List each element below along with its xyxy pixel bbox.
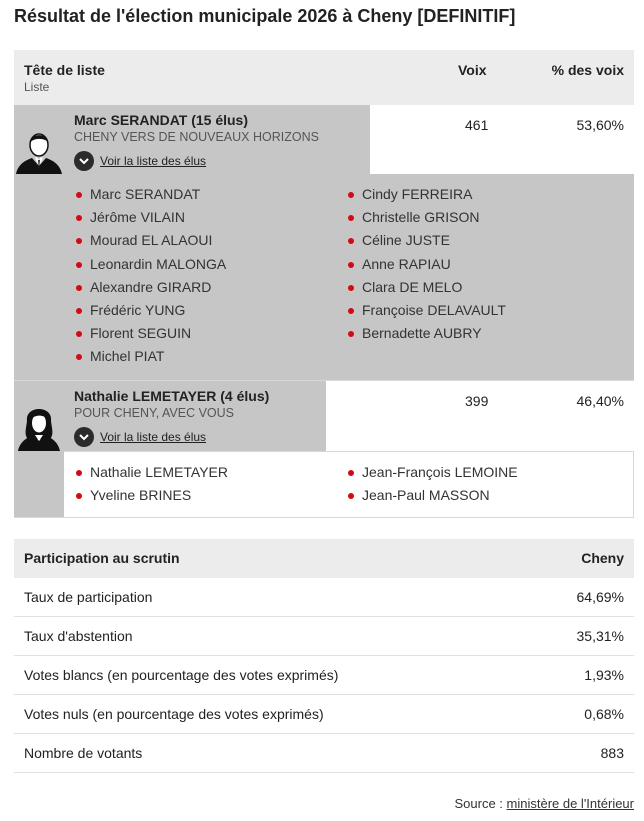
elus-column-left (74, 461, 228, 507)
avatar (14, 105, 64, 174)
toggle-elus-label[interactable]: Voir la liste des élus (100, 430, 207, 444)
candidate-voix: 461 (465, 117, 489, 133)
toggle-elus-label[interactable]: Voir la liste des élus (100, 154, 207, 168)
elu-list-item: Jean-François LEMOINE (346, 461, 518, 484)
table-row (14, 656, 634, 695)
table-row (14, 578, 634, 617)
row-label: Taux de participation (24, 589, 153, 605)
toggle-elus-button[interactable] (74, 151, 206, 171)
row-label: Votes blancs (en pourcentage des votes exprimés) (24, 667, 339, 683)
candidate-info (64, 381, 326, 451)
elu-list-item: Jérôme VILAIN (74, 206, 226, 229)
elus-panel (14, 174, 634, 381)
candidate-list-name: CHENY VERS DE NOUVEAUX HORIZONS (74, 130, 319, 144)
elu-list-item: Bernadette AUBRY (346, 322, 506, 345)
candidate-name: Nathalie LEMETAYER (4 élus) (74, 388, 270, 404)
candidate-row (14, 105, 634, 174)
header-tete-de-liste: Tête de liste (24, 62, 105, 78)
candidate-info (64, 105, 370, 174)
toggle-elus-button[interactable] (74, 427, 206, 447)
row-label: Nombre de votants (24, 745, 143, 761)
elu-list-item: Christelle GRISON (346, 206, 506, 229)
results-header (14, 50, 634, 105)
table-row (14, 695, 634, 734)
elu-list-item: Yveline BRINES (74, 484, 228, 507)
woman-silhouette-icon (14, 399, 64, 451)
candidate-pct: 46,40% (576, 393, 624, 409)
chevron-down-icon (74, 151, 94, 171)
row-value: 1,93% (584, 667, 624, 683)
row-label: Votes nuls (en pourcentage des votes exprimés) (24, 706, 324, 722)
participation-table (14, 539, 634, 773)
source-prefix: Source : (454, 796, 507, 811)
results-table (14, 50, 634, 518)
elu-list-item: Alexandre GIRARD (74, 276, 226, 299)
elu-list-item: Anne RAPIAU (346, 253, 506, 276)
row-value: 64,69% (576, 589, 624, 605)
table-row (14, 617, 634, 656)
source-line (454, 796, 634, 811)
elu-list-item: Françoise DELAVAULT (346, 299, 506, 322)
elu-list-item: Mourad EL ALAOUI (74, 229, 226, 252)
candidate-row (14, 381, 634, 451)
participation-header (14, 539, 634, 578)
candidate-pct: 53,60% (576, 117, 624, 133)
elu-list-item: Nathalie LEMETAYER (74, 461, 228, 484)
participation-header-place: Cheny (581, 550, 624, 566)
source-link[interactable]: ministère de l'Intérieur (506, 796, 634, 811)
chevron-down-icon (74, 427, 94, 447)
elus-column-left (74, 183, 226, 369)
row-label: Taux d'abstention (24, 628, 133, 644)
elu-list-item: Cindy FERREIRA (346, 183, 506, 206)
elus-column-right (346, 183, 506, 345)
elu-list-item: Marc SERANDAT (74, 183, 226, 206)
row-value: 0,68% (584, 706, 624, 722)
row-value: 35,31% (576, 628, 624, 644)
elu-list-item: Clara DE MELO (346, 276, 506, 299)
elus-column-right (346, 461, 518, 507)
man-silhouette-icon (14, 124, 64, 174)
elu-list-item: Jean-Paul MASSON (346, 484, 518, 507)
header-pct: % des voix (551, 62, 624, 78)
candidate-voix: 399 (465, 393, 489, 409)
table-row (14, 734, 634, 773)
elu-list-item: Florent SEGUIN (74, 322, 226, 345)
header-liste: Liste (24, 80, 50, 94)
candidate-name: Marc SERANDAT (15 élus) (74, 112, 249, 128)
row-value: 883 (600, 745, 624, 761)
elus-panel (14, 451, 634, 518)
page-title: Résultat de l'élection municipale 2026 à Cheny [DEFINITIF] (14, 6, 516, 26)
elu-list-item: Leonardin MALONGA (74, 253, 226, 276)
elu-list-item: Céline JUSTE (346, 229, 506, 252)
avatar (14, 381, 64, 451)
elu-list-item: Michel PIAT (74, 345, 226, 368)
header-voix: Voix (458, 62, 487, 78)
candidate-list-name: POUR CHENY, AVEC VOUS (74, 406, 234, 420)
elu-list-item: Frédéric YUNG (74, 299, 226, 322)
participation-header-label: Participation au scrutin (24, 550, 180, 566)
